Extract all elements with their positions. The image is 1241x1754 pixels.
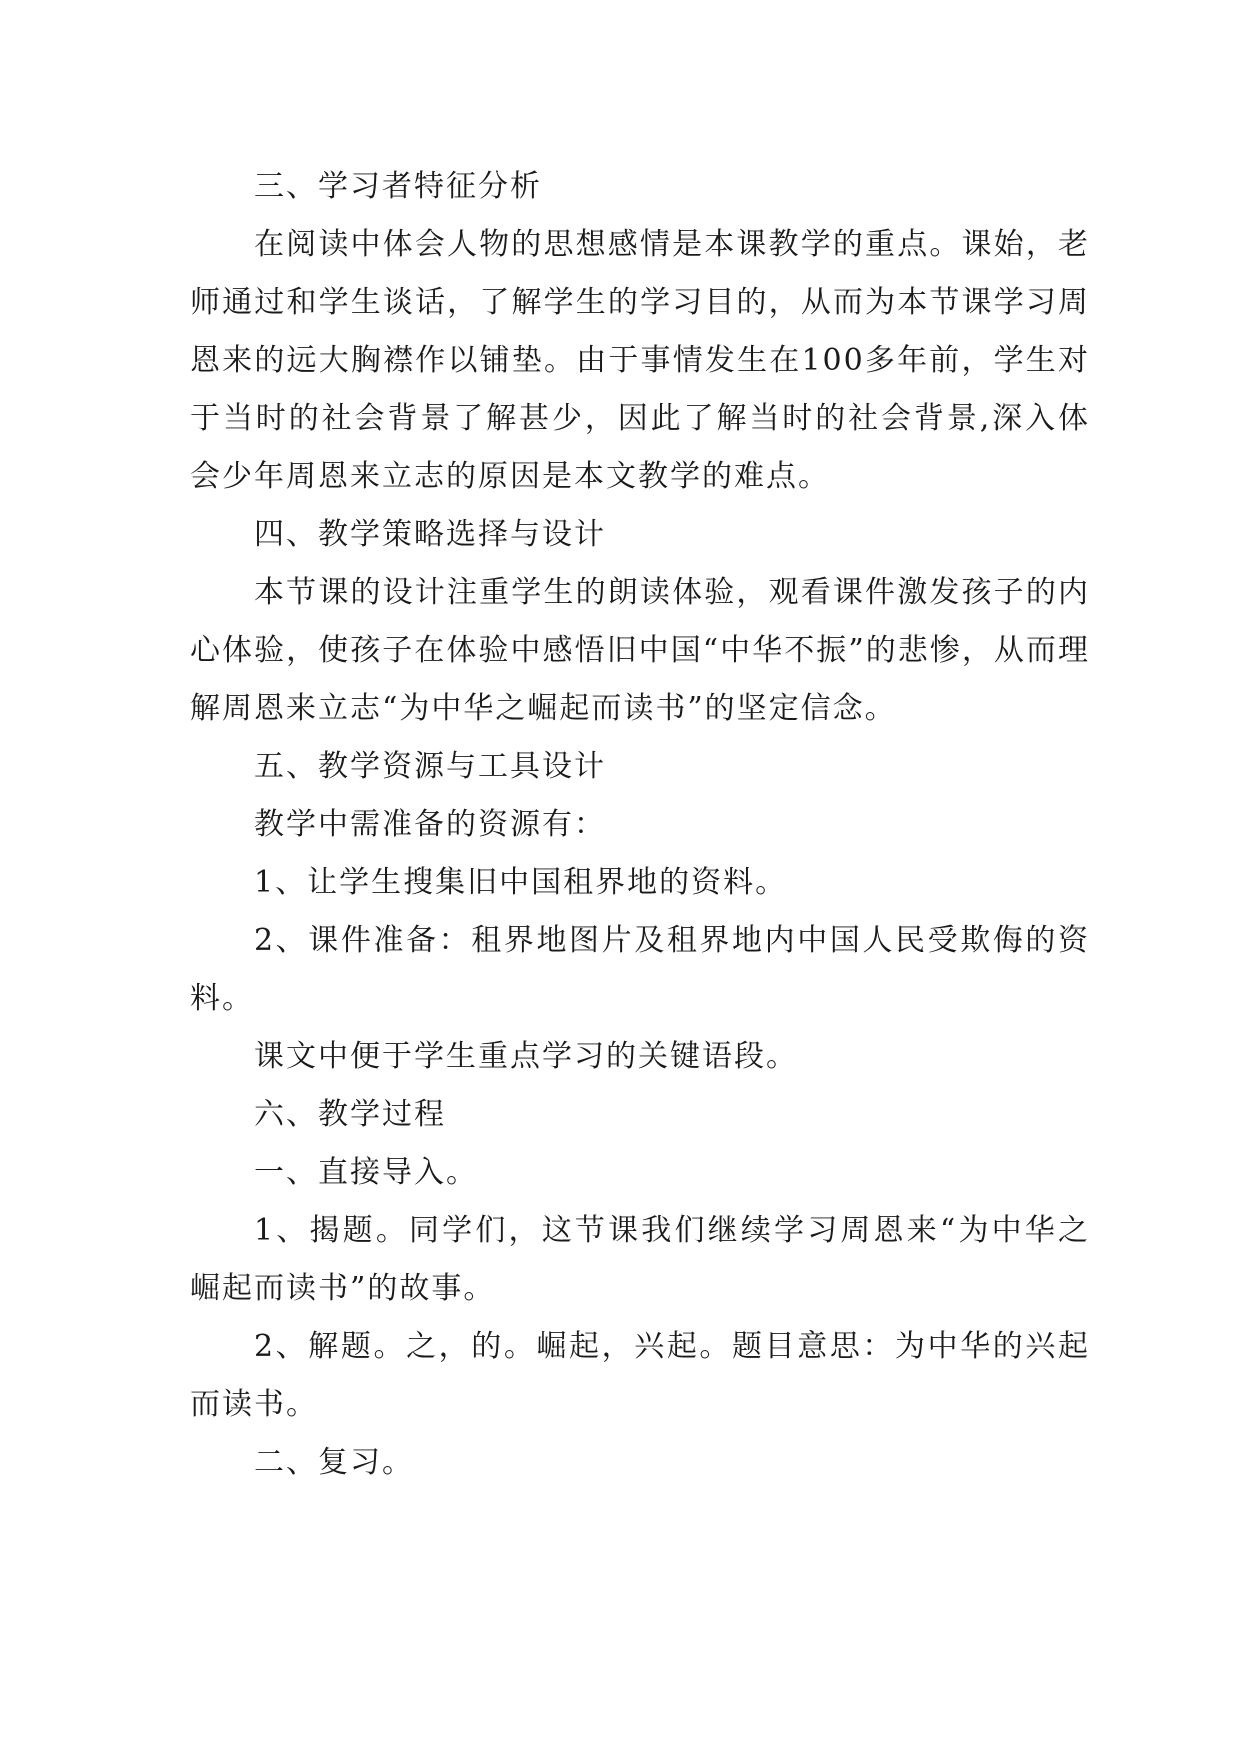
paragraph-learner-analysis: 在阅读中体会人物的思想感情是本课教学的重点。课始，老师通过和学生谈话，了解学生的学习目的，从而为本节课学习周恩来的远大胸襟作以铺垫。由于事情发生在100多年前，学生对于当时的社会背景了解甚少，因此了解当时的社会背景,深入体会少年周恩来立志的原因是本文教学的难点。 xyxy=(190,227,1090,494)
list-item-resource-2: 2、课件准备：租界地图片及租界地内中国人民受欺侮的资料。 xyxy=(190,923,1090,1016)
heading-teaching-strategy: 四、教学策略选择与设计 xyxy=(254,517,606,552)
list-item-explain-title: 2、解题。之，的。崛起，兴起。题目意思：为中华的兴起而读书。 xyxy=(190,1329,1090,1422)
document-body xyxy=(190,158,1090,1492)
heading-teaching-resources: 五、教学资源与工具设计 xyxy=(254,749,606,784)
paragraph-key-passages: 课文中便于学生重点学习的关键语段。 xyxy=(254,1039,798,1074)
list-item-resource-1: 1、让学生搜集旧中国租界地的资料。 xyxy=(254,865,788,900)
subheading-direct-intro: 一、直接导入。 xyxy=(254,1155,478,1190)
heading-learner-analysis: 三、学习者特征分析 xyxy=(254,169,542,204)
paragraph-teaching-strategy: 本节课的设计注重学生的朗读体验，观看课件激发孩子的内心体验，使孩子在体验中感悟旧中国“中华不振”的悲惨，从而理解周恩来立志“为中华之崛起而读书”的坚定信念。 xyxy=(190,575,1090,726)
list-item-reveal-title: 1、揭题。同学们，这节课我们继续学习周恩来“为中华之崛起而读书”的故事。 xyxy=(190,1213,1090,1306)
heading-teaching-process: 六、教学过程 xyxy=(254,1097,446,1132)
paragraph-resources-intro: 教学中需准备的资源有： xyxy=(254,807,606,842)
subheading-review: 二、复习。 xyxy=(254,1445,414,1480)
